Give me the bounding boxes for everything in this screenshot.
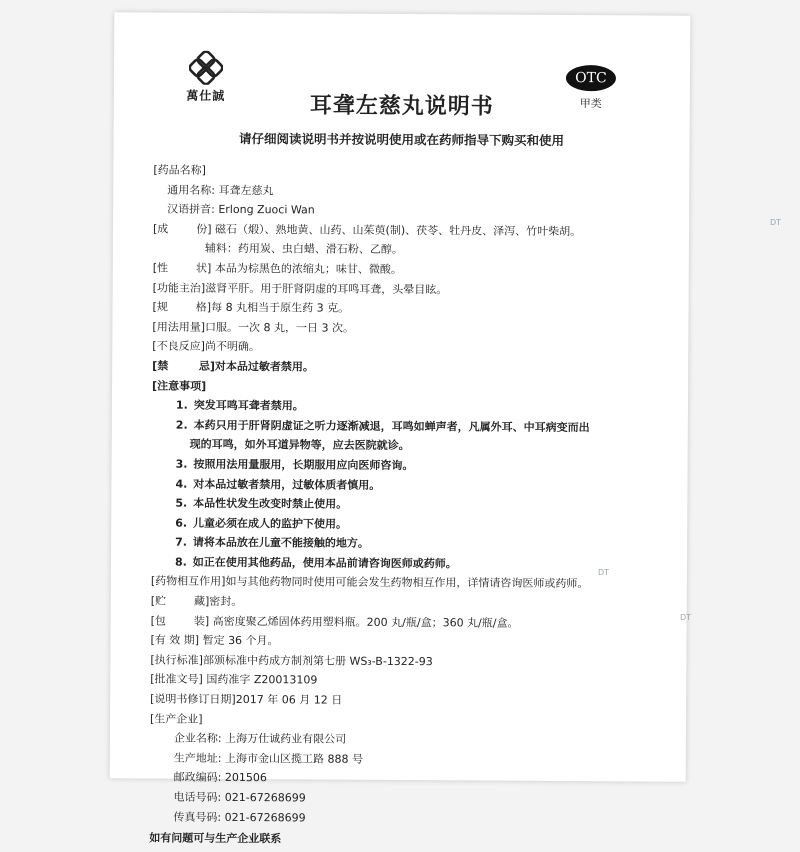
contact-note: 如有问题可与生产企业联系 <box>149 831 282 846</box>
section-label: [禁 忌] <box>152 359 215 373</box>
section-value: 滋肾平肝。用于肝肾阴虚的耳鸣耳聋，头晕目眩。 <box>205 281 448 296</box>
item-number: 6. <box>175 516 188 530</box>
item-text: 请将本品放在儿童不能接触的地方。 <box>192 536 369 551</box>
section-value: 暂定 36 个月。 <box>202 634 279 648</box>
field-label: 邮政编码: <box>173 771 222 785</box>
section-label: [贮 藏] <box>150 594 210 608</box>
leaflet-paper <box>110 12 691 846</box>
otc-class: 甲类 <box>579 97 602 111</box>
item-text: 对本品过敏者禁用，过敏体质者慎用。 <box>193 477 381 492</box>
field-label: 生产地址: <box>173 751 222 765</box>
section-value: 部颁标准中药成方制剂第七册 WS₃-B-1322-93 <box>202 653 433 669</box>
otc-mark <box>564 65 618 111</box>
field-value: Erlong Zuoci Wan <box>218 203 315 217</box>
field-label: 传真号码: <box>173 810 222 824</box>
field-value: 201506 <box>224 771 267 785</box>
field-label: 电话号码: <box>173 790 222 804</box>
watermark: DT <box>598 568 610 577</box>
section-label: [成 份] <box>152 222 212 236</box>
section-label: [批准文号] <box>150 672 203 687</box>
section-label: [药物相互作用] <box>150 574 226 589</box>
item-number: 1. <box>175 398 188 412</box>
section-label: [用法用量] <box>152 320 206 334</box>
section-label: [性 状] <box>152 261 212 275</box>
section-value: 2017 年 06 月 12 日 <box>235 693 343 707</box>
field-label: 通用名称: <box>167 183 216 197</box>
item-text: 本药只用于肝肾阴虚证之听力逐渐减退，耳鸣如蝉声者，凡属外耳、中耳病变而出 <box>193 418 590 434</box>
section-label: [功能主治] <box>152 281 206 295</box>
item-text: 本品性状发生改变时禁止使用。 <box>193 496 348 511</box>
field-value: 021-67268699 <box>224 790 306 805</box>
section-label: [规 格] <box>152 300 212 315</box>
item-number: 3. <box>175 457 188 471</box>
manufacturer-fax-row <box>149 807 659 830</box>
field-value: 上海市金山区揽工路 888 号 <box>224 751 364 766</box>
section-value: 国药准字 Z20013109 <box>206 673 318 687</box>
field-value: 耳聋左慈丸 <box>218 183 274 197</box>
section-value: 对本品过敏者禁用。 <box>214 359 314 374</box>
leaflet-body <box>149 160 663 851</box>
section-value: 如与其他药物同时使用可能会发生药物相互作用，详情请咨询医师或药师。 <box>225 575 589 591</box>
item-text: 如正在使用其他药品，使用本品前请咨询医师或药师。 <box>192 555 457 571</box>
section-label: [执行标准] <box>150 653 204 667</box>
item-number: 5. <box>175 496 188 510</box>
section-value: 尚不明确。 <box>204 340 260 354</box>
brand-knot-icon <box>189 51 223 85</box>
field-label: 企业名称: <box>173 731 222 746</box>
item-number: 7. <box>175 535 187 549</box>
field-value: 021-67268699 <box>224 810 306 825</box>
field-label: 汉语拼音: <box>167 202 215 217</box>
document-title: 耳聋左慈丸说明书 <box>309 93 494 120</box>
section-label: [包 装] <box>150 614 210 628</box>
field-value: 上海万仕诚药业有限公司 <box>225 732 347 746</box>
section-value: 每 8 丸相当于原生药 3 克。 <box>211 301 350 315</box>
document-subtitle: 请仔细阅读说明书并按说明使用或在药师指导下购买和使用 <box>239 131 565 148</box>
section-label: [说明书修订日期] <box>150 692 236 707</box>
watermark: DT <box>680 613 692 622</box>
section-value: 口服。一次 8 丸，一日 3 次。 <box>204 320 355 335</box>
brand-name: 萬仕誠 <box>186 88 226 103</box>
section-value: 本品为棕黑色的浓缩丸；味甘、微酸。 <box>214 261 402 276</box>
section-value: 辅料：药用炭、虫白蜡、滑石粉、乙醇。 <box>204 242 403 257</box>
section-value: 密封。 <box>209 594 243 609</box>
section-label: [不良反应] <box>152 339 205 354</box>
section-value: 磁石（煅）、熟地黄、山药、山茱萸(制)、茯苓、牡丹皮、泽泻、竹叶柴胡。 <box>215 222 582 238</box>
section-label: [有 效 期] <box>150 633 200 648</box>
item-text: 现的耳鸣，如外耳道异物等，应去医院就诊。 <box>189 438 410 453</box>
section-value: 高密度聚乙烯固体药用塑料瓶。200 丸/瓶/盒；360 丸/瓶/盒。 <box>212 614 519 630</box>
item-number: 4. <box>175 477 188 491</box>
item-text: 儿童必须在成人的监护下使用。 <box>193 516 348 531</box>
item-text: 按照用法用量服用，长期服用应向医师咨询。 <box>193 457 414 472</box>
item-number: 8. <box>174 555 187 569</box>
section-label: [生产企业] <box>149 712 203 726</box>
watermark: DT <box>770 218 782 227</box>
section-label: [注意事项] <box>152 379 207 393</box>
item-number: 2. <box>175 418 188 432</box>
otc-badge: OTC <box>566 65 616 91</box>
item-text: 突发耳鸣耳聋者禁用。 <box>193 398 304 413</box>
section-label: [药品名称] <box>153 163 207 177</box>
